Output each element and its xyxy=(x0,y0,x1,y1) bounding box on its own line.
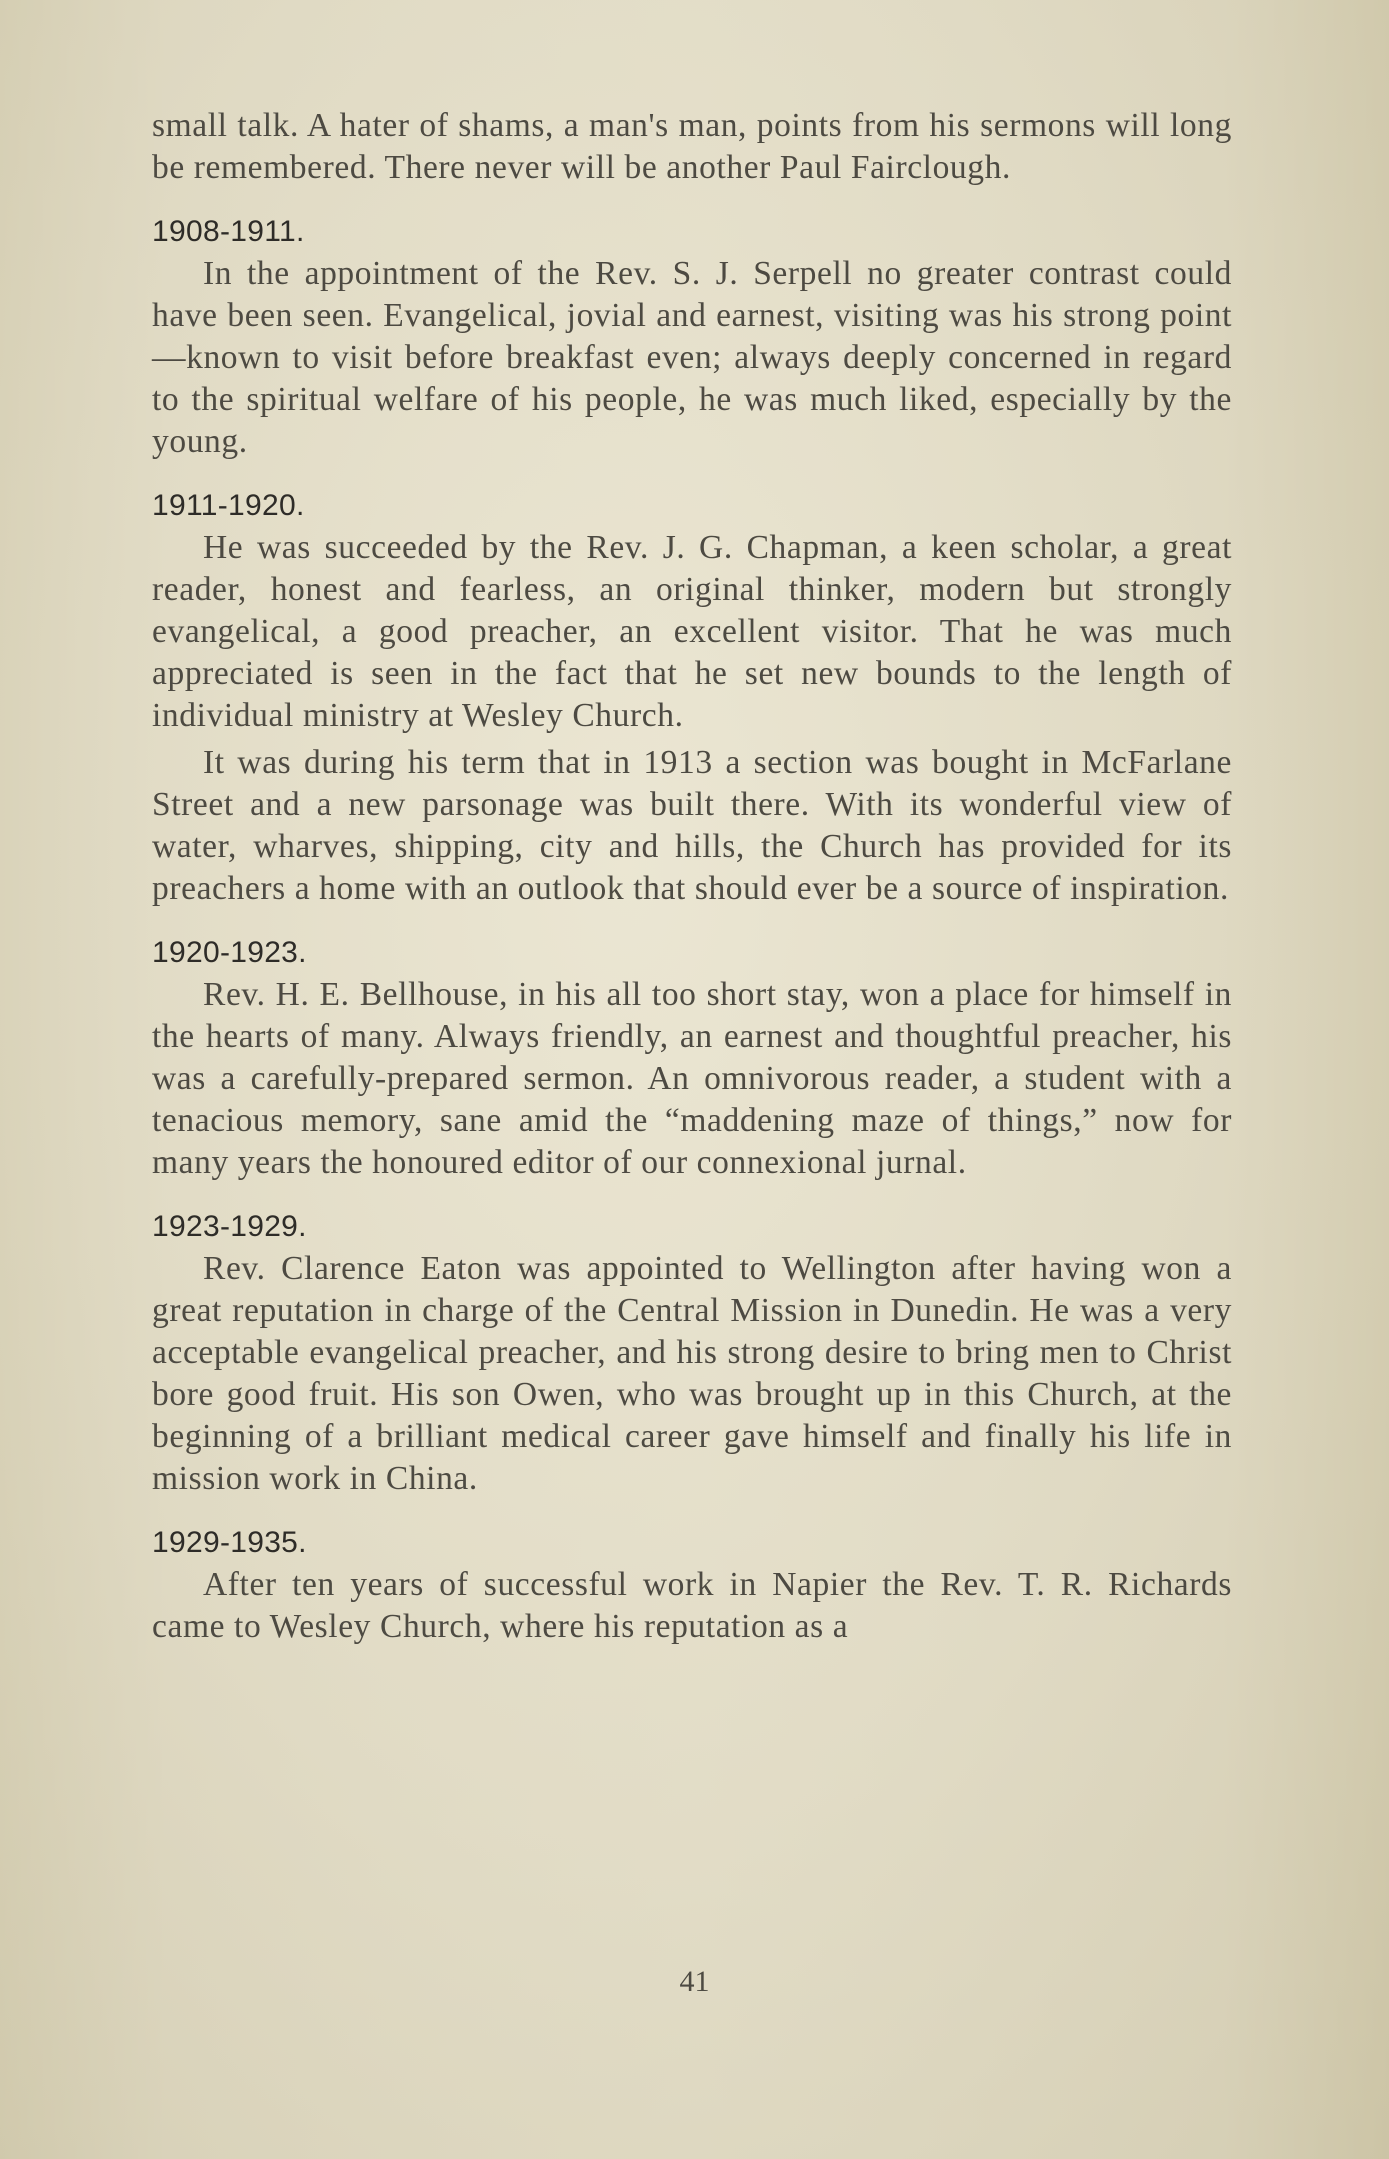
section-1908-1911 xyxy=(152,213,1232,463)
section-heading: 1911-1920. xyxy=(152,489,305,522)
section-heading: 1908-1911. xyxy=(152,215,305,248)
section-paragraph: Rev. H. E. Bellhouse, in his all too short stay, won a place for himself in the hearts of many. Always friendly, an earnest and thoughtful preacher, his was a carefully-prepared sermon. An omnivorous reader, a student with a tenacious memory, sane amid the “maddening maze of things,” now for many years the honoured editor of our connexional jurnal. xyxy=(152,976,1232,1181)
section-paragraph: It was during his term that in 1913 a section was bought in McFarlane Street and a new parsonage was built there. With its wonderful view of water, wharves, shipping, city and hills, the Church has provided for its preachers a home with an outlook that should ever be a source of inspiration. xyxy=(152,744,1232,907)
section-1920-1923 xyxy=(152,934,1232,1184)
section-1923-1929 xyxy=(152,1208,1232,1500)
section-paragraph: He was succeeded by the Rev. J. G. Chapman, a keen scholar, a great reader, honest and fearless, an original thinker, modern but strongly evangelical, a good preacher, an excellent visitor. That he was much appreciated is seen in the fact that he set new bounds to the length of individual ministry at Wesley Church. xyxy=(152,529,1232,734)
section-heading: 1920-1923. xyxy=(152,936,307,969)
section-paragraph: In the appointment of the Rev. S. J. Serpell no greater contrast could have been seen. Evangelical, jovial and earnest, visiting was his strong point—known to visit before breakfast even; always deeply concerned in regard to the spiritual welfare of his people, he was much liked, especially by the young. xyxy=(152,255,1232,460)
section-heading: 1923-1929. xyxy=(152,1210,307,1243)
page-body xyxy=(152,105,1232,1648)
section-paragraph: After ten years of successful work in Napier the Rev. T. R. Richards came to Wesley Church, where his reputation as a xyxy=(152,1566,1232,1645)
section-paragraph: Rev. Clarence Eaton was appointed to Wellington after having won a great reputation in charge of the Central Mission in Dunedin. He was a very acceptable evangelical preacher, and his strong desire to bring men to Christ bore good fruit. His son Owen, who was brought up in this Church, at the beginning of a brilliant medical career gave himself and finally his life in mission work in China. xyxy=(152,1250,1232,1497)
section-heading: 1929-1935. xyxy=(152,1526,307,1559)
section-1911-1920 xyxy=(152,487,1232,910)
opening-paragraph: small talk. A hater of shams, a man's man, points from his sermons will long be remembered. There never will be another Paul Fairclough. xyxy=(152,107,1232,186)
page-number: 41 xyxy=(679,1965,710,1998)
section-1929-1935 xyxy=(152,1524,1232,1648)
